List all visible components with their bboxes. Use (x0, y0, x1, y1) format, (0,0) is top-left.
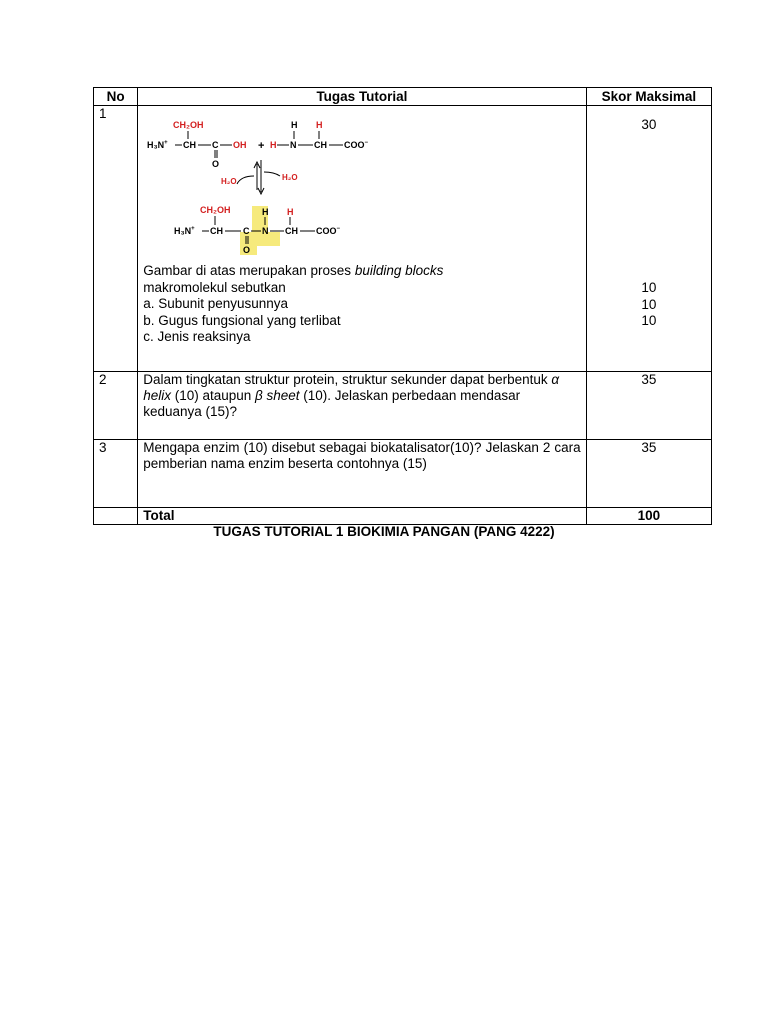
score-1-a: 10 (641, 280, 657, 295)
header-score: Skor Maksimal (586, 88, 711, 106)
total-empty-cell (94, 508, 138, 525)
reactant-1-hydroxyl: OH (233, 140, 247, 150)
plus-sign: + (258, 140, 265, 152)
task-1-line-2: makromolekul sebutkan (143, 279, 286, 295)
water-label-left: H₂O (221, 177, 237, 186)
task-3-text: Mengapa enzim (10) disebut sebagai biokatalisator(10)? Jelaskan 2 cara pemberian nama enzim beserta contohnya (15) (138, 440, 586, 508)
task-1-text (143, 263, 580, 346)
table-row-2 (94, 372, 712, 440)
total-label: Total (138, 508, 586, 525)
product-coo: COO− (316, 226, 341, 236)
peptide-bond-diagram (143, 112, 393, 255)
header-no: No (94, 88, 138, 106)
alpha-helix-term: α helix (143, 372, 560, 403)
task-1-line-1: Gambar di atas merupakan proses building blocks (143, 263, 444, 278)
reactant-1-amino: H₃N+ (147, 140, 168, 150)
reactant-1-carbonyl-c: C (212, 140, 219, 150)
score-1-breakdown (592, 280, 706, 330)
document-title: TUGAS TUTORIAL 1 BIOKIMIA PANGAN (PANG 4222) (213, 524, 555, 539)
task-2-text: Dalam tingkatan struktur protein, struktur sekunder dapat berbentuk α helix (10) ataupun β sheet (10). Jelaskan perbedaan mendasar keduanya (15)? (138, 372, 586, 440)
row-number: 2 (94, 372, 138, 440)
score-1-c: 10 (641, 313, 657, 328)
water-label-right: H₂O (282, 173, 298, 182)
tutorial-table (93, 87, 712, 525)
total-row (94, 508, 712, 525)
table-row-1 (94, 106, 712, 372)
task-1-item-b: b. Gugus fungsional yang terlibat (143, 312, 341, 328)
total-score: 100 (586, 508, 711, 525)
score-cell-3: 35 (586, 440, 711, 508)
row-number: 3 (94, 440, 138, 508)
reactant-2-h-left: H (270, 140, 277, 150)
score-cell-2: 35 (586, 372, 711, 440)
product-ch: CH (210, 226, 224, 236)
row-number: 1 (94, 106, 138, 372)
product-oxygen: O (243, 245, 251, 255)
reactant-1-r-group: CH₂OH (173, 120, 204, 130)
task-1-item-c: c. Jenis reaksinya (143, 329, 251, 344)
score-cell-1 (586, 106, 711, 372)
score-1-b: 10 (641, 296, 657, 312)
reactant-2-h-top: H (291, 120, 298, 130)
product-r-group: CH₂OH (200, 205, 231, 215)
reactant-2-n: N (290, 140, 297, 150)
task-1-item-a: a. Subunit penyusunnya (143, 296, 289, 311)
beta-sheet-term: β sheet (255, 388, 300, 403)
score-1-total: 30 (641, 117, 657, 132)
product-amino: H₃N+ (174, 226, 195, 236)
reactant-2-h-red-top: H (316, 120, 323, 130)
product-n: N (262, 226, 269, 236)
product-h-top: H (262, 207, 269, 217)
product-ch2: CH (285, 226, 299, 236)
task-cell-1 (138, 106, 586, 372)
table-row-3 (94, 440, 712, 508)
header-task: Tugas Tutorial (138, 88, 586, 106)
reactant-1-oxygen: O (212, 159, 220, 169)
product-carbonyl-c: C (243, 226, 250, 236)
product-h-red: H (287, 207, 294, 217)
reactant-1-ch: CH (183, 140, 197, 150)
table-header-row (94, 88, 712, 106)
reactant-2-ch: CH (314, 140, 328, 150)
reactant-2-coo: COO− (344, 140, 369, 150)
